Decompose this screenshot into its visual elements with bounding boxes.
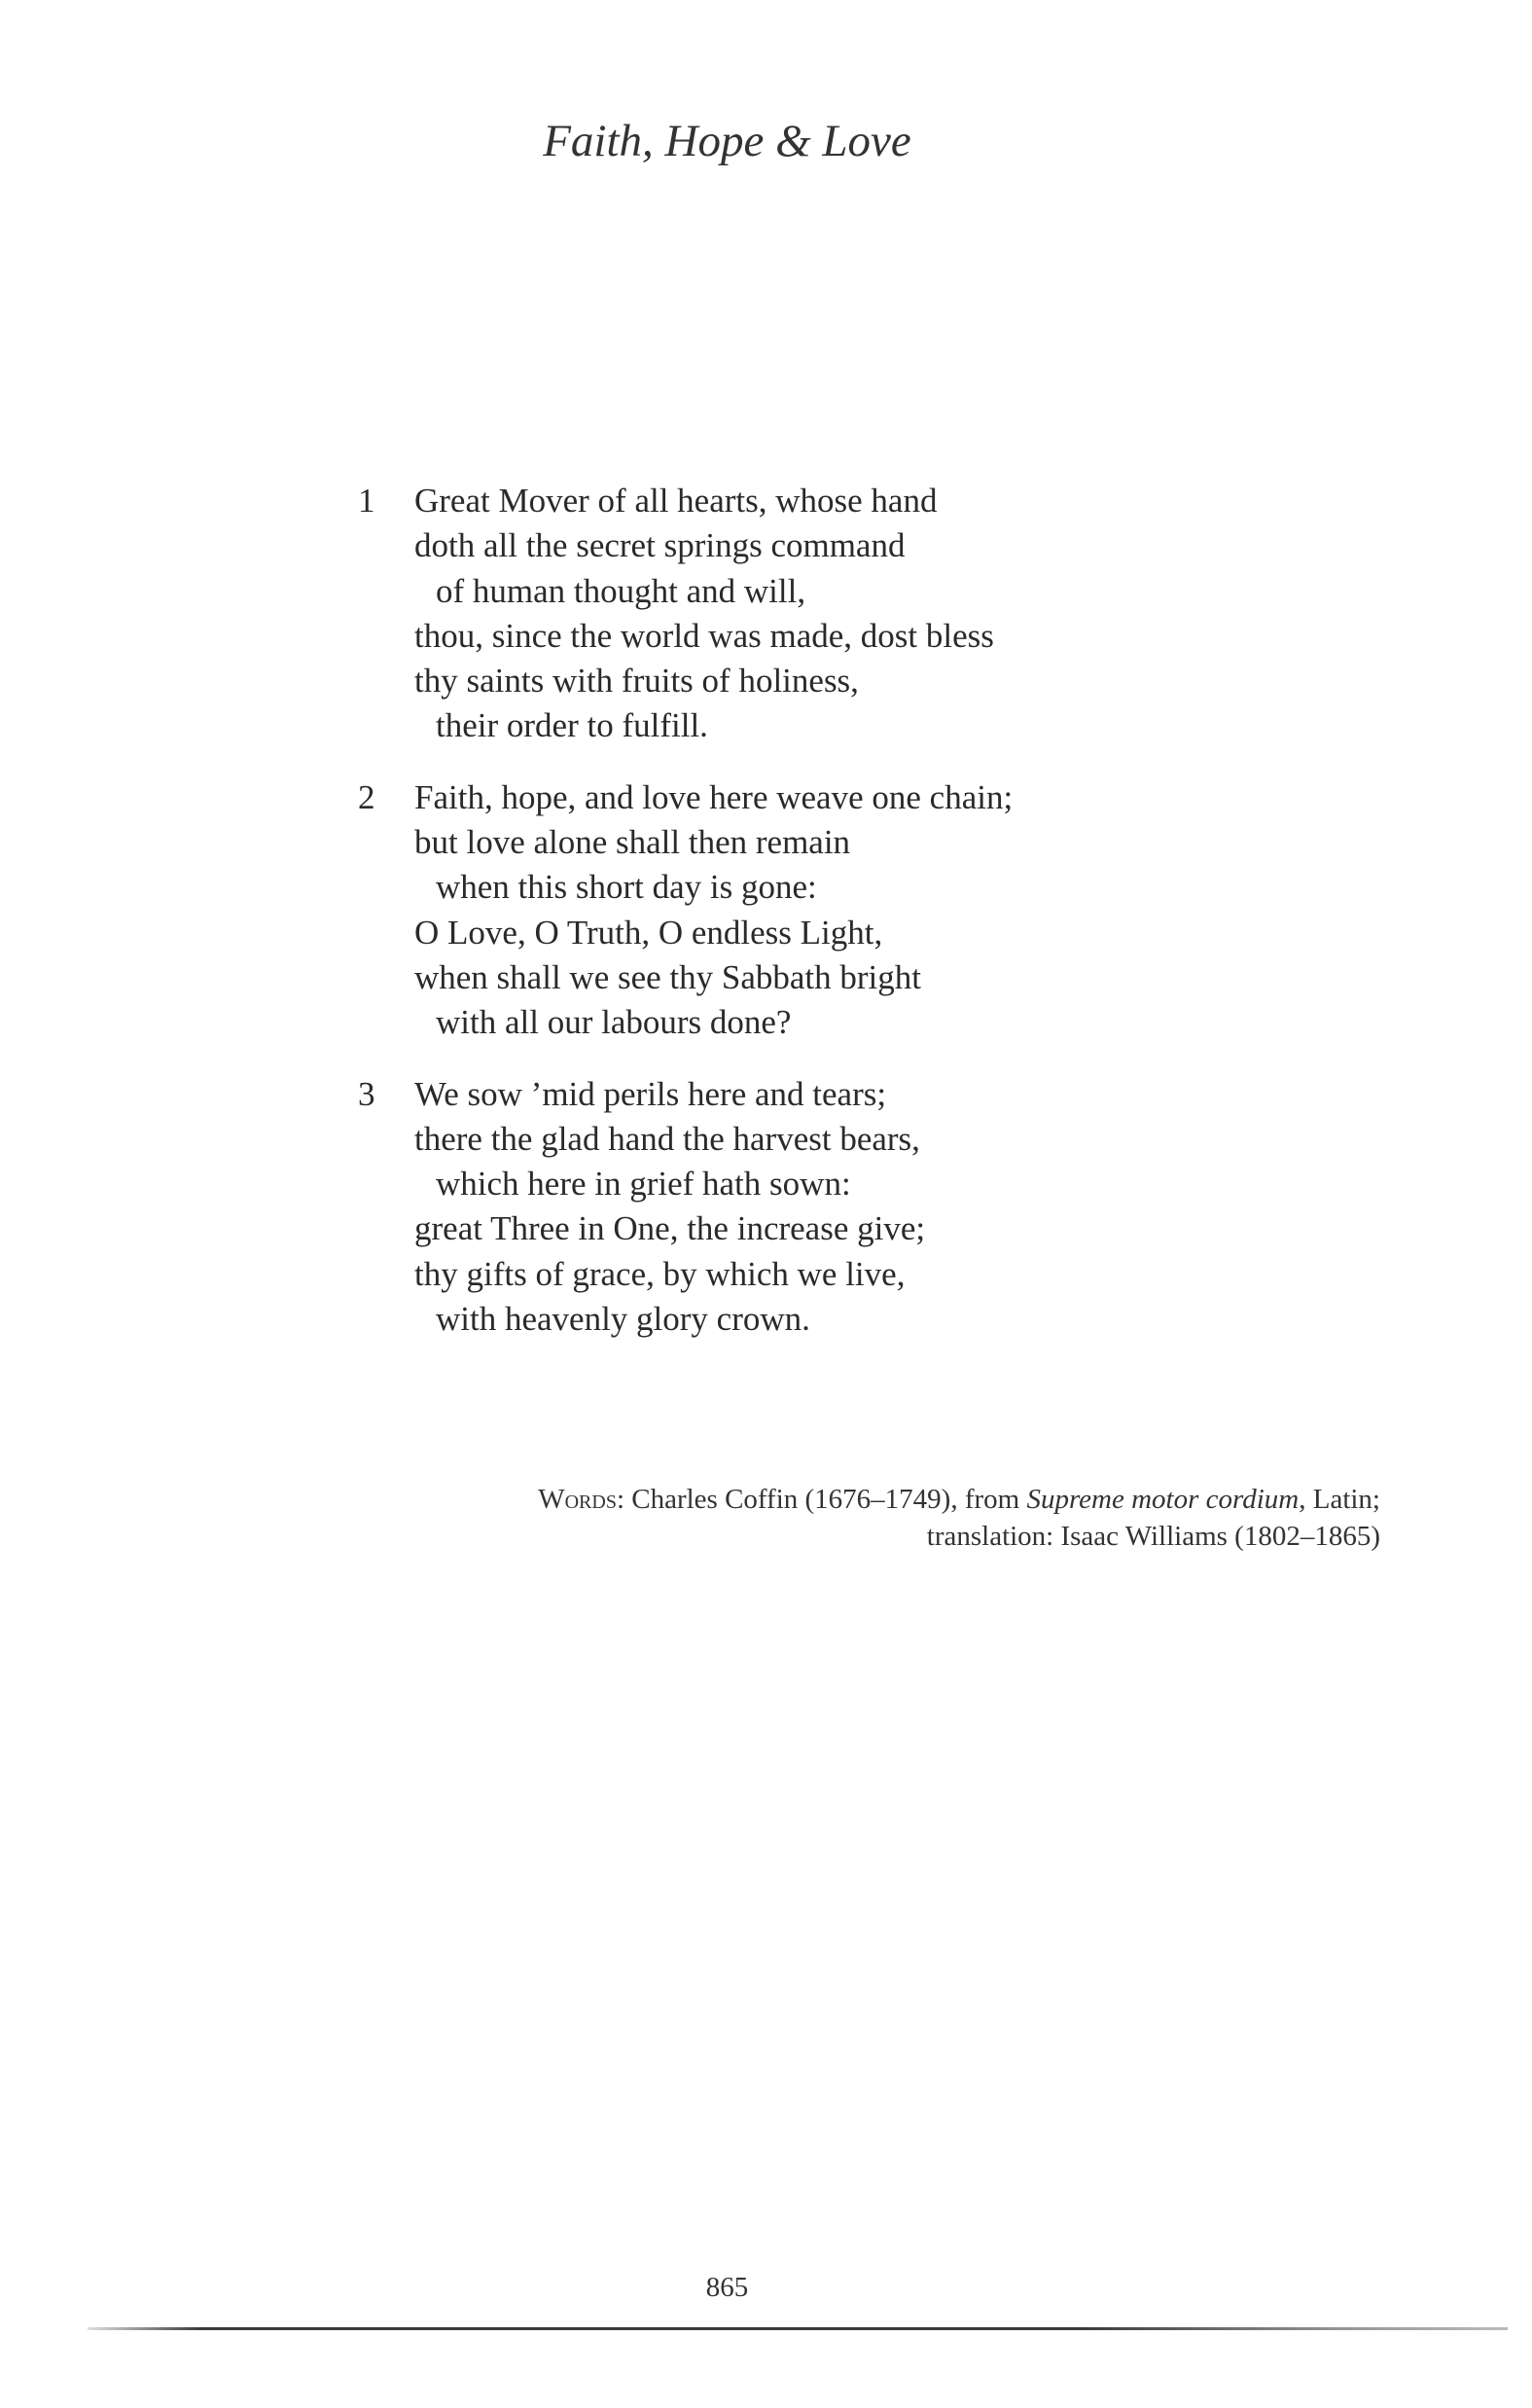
verse-line: O Love, O Truth, O endless Light, [414,913,883,952]
verse-line: Faith, hope, and love here weave one chain; [414,777,1014,816]
bottom-rule [88,2327,1508,2330]
verse-line: their order to fulfill. [436,706,708,745]
verse-number: 3 [358,1074,375,1113]
verse [358,1072,1233,1343]
verse-number: 1 [358,482,375,520]
author-text: Charles Coffin (1676–1749), from [624,1484,1027,1515]
verse-line: We sow ’mid perils here and tears; [414,1074,887,1113]
page-title: Faith, Hope & Love [543,116,911,166]
verse-line: doth all the secret springs command [414,526,906,565]
verse-line: of human thought and will, [436,571,806,610]
verse-number: 2 [358,777,375,816]
verse [358,479,1233,749]
verse-line: when shall we see thy Sabbath bright [414,957,922,996]
attribution [310,1481,1380,1555]
translation-line: translation: Isaac Williams (1802–1865) [926,1521,1380,1552]
verse-line: with heavenly glory crown. [436,1300,810,1339]
verse-line: Great Mover of all hearts, whose hand [414,482,938,520]
verse-line: when this short day is gone: [436,868,817,907]
verse-line: thou, since the world was made, dost bless [414,616,994,655]
verse-line: great Three in One, the increase give; [414,1209,926,1248]
words-label: Words: [538,1484,624,1515]
verse-line: but love alone shall then remain [414,823,851,862]
verse-line: there the glad hand the harvest bears, [414,1119,920,1158]
source-language: , Latin; [1299,1484,1380,1515]
verse-line: with all our labours done? [436,1003,792,1042]
verse-line: thy gifts of grace, by which we live, [414,1254,906,1293]
verse-line: thy saints with fruits of holiness, [414,662,859,701]
verse [358,775,1233,1046]
page-number: 865 [705,2272,749,2303]
verse-line: which here in grief hath sown: [436,1165,851,1204]
attribution-words-line [310,1481,1380,1518]
source-title: Supreme motor cordium [1026,1484,1300,1515]
hymn-text [358,479,1233,1368]
